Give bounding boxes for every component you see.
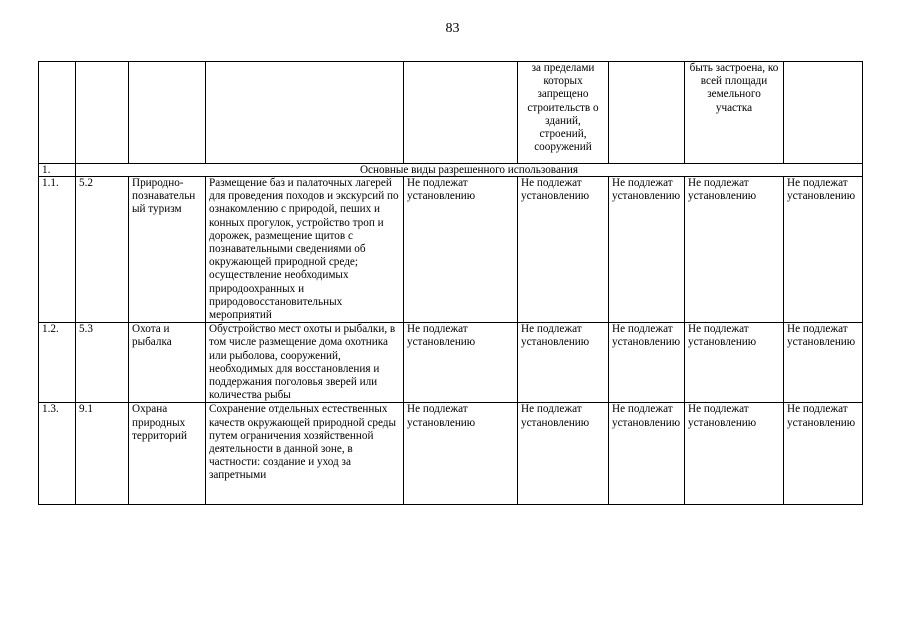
row-value: Не подлежат установлению [404, 403, 518, 505]
row-use-name: Природно-познавательный туризм [129, 177, 206, 323]
land-use-table [38, 61, 863, 505]
row-value: Не подлежат установлению [784, 177, 863, 323]
table-cell [609, 62, 685, 164]
row-description: Размещение баз и палаточных лагерей для проведения походов и экскурсий по ознакомлению с природой, пеших и конных прогулок, устройство троп и дорожек, размещение щитов с познавательными сведениями об окружающей природной среде; осуществление необходимых природоохранных и природовосстановительных мероприятий [206, 177, 404, 323]
table-cell [206, 62, 404, 164]
row-code: 9.1 [76, 403, 129, 505]
table-row [39, 323, 863, 403]
row-value: Не подлежат установлению [685, 403, 784, 505]
section-number: 1. [39, 164, 76, 177]
row-value: Не подлежат установлению [685, 323, 784, 403]
row-value: Не подлежат установлению [609, 403, 685, 505]
row-value: Не подлежат установлению [404, 177, 518, 323]
table-cell [129, 62, 206, 164]
row-description: Сохранение отдельных естественных качеств окружающей природной среды путем ограничения хозяйственной деятельности в данной зоне, в частности: создание и уход за запретными [206, 403, 404, 505]
row-code: 5.2 [76, 177, 129, 323]
table-cell [76, 62, 129, 164]
row-value: Не подлежат установлению [518, 177, 609, 323]
row-value: Не подлежат установлению [609, 177, 685, 323]
row-value: Не подлежат установлению [784, 403, 863, 505]
page-number: 83 [445, 21, 460, 36]
table-cell [39, 62, 76, 164]
row-number: 1.3. [39, 403, 76, 505]
row-value: Не подлежат установлению [404, 323, 518, 403]
table-cell [404, 62, 518, 164]
header-cell-setback: за пределами которых запрещено строительств о зданий, строений, сооружений [518, 62, 609, 164]
row-value: Не подлежат установлению [685, 177, 784, 323]
row-value: Не подлежат установлению [518, 323, 609, 403]
table-row [39, 403, 863, 505]
table-row [39, 177, 863, 323]
row-number: 1.2. [39, 323, 76, 403]
row-number: 1.1. [39, 177, 76, 323]
row-code: 5.3 [76, 323, 129, 403]
header-cell-coverage: быть застроена, ко всей площади земельного участка [685, 62, 784, 164]
row-description: Обустройство мест охоты и рыбалки, в том числе размещение дома охотника или рыболова, сооружений, необходимых для восстановления и поддержания поголовья зверей или количества рыбы [206, 323, 404, 403]
row-use-name: Охота и рыбалка [129, 323, 206, 403]
row-value: Не подлежат установлению [784, 323, 863, 403]
table-row-continuation [39, 62, 863, 164]
row-value: Не подлежат установлению [609, 323, 685, 403]
row-use-name: Охрана природных территорий [129, 403, 206, 505]
section-title: Основные виды разрешенного использования [76, 164, 863, 177]
section-row [39, 164, 863, 177]
table-cell [784, 62, 863, 164]
row-value: Не подлежат установлению [518, 403, 609, 505]
